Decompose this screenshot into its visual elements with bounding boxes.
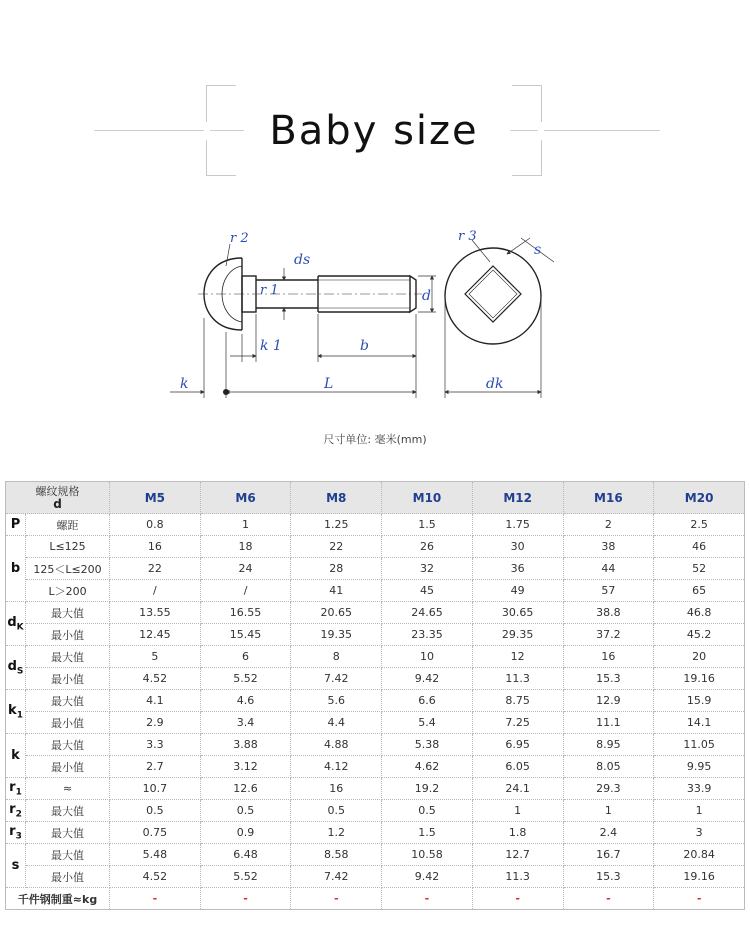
table-cell: 0.5 <box>382 800 473 822</box>
table-cell: 1 <box>654 800 745 822</box>
label-k: k <box>180 376 189 392</box>
table-cell: 30 <box>472 536 563 558</box>
table-cell: 4.12 <box>291 756 382 778</box>
table-cell: 1 <box>472 800 563 822</box>
row-label: L＞200 <box>26 580 110 602</box>
row-label: 最大值 <box>26 602 110 624</box>
reference-point <box>223 389 229 395</box>
row-label: 最大值 <box>26 822 110 844</box>
table-cell: 22 <box>110 558 201 580</box>
row-label: 螺距 <box>26 514 110 536</box>
table-cell: 1 <box>563 800 654 822</box>
table-cell: 12.6 <box>200 778 291 800</box>
table-row <box>6 602 745 624</box>
row-label: 125＜L≤200 <box>26 558 110 580</box>
table-row <box>6 800 745 822</box>
table-cell: 16.7 <box>563 844 654 866</box>
row-symbol <box>6 646 26 690</box>
table-cell: 8.58 <box>291 844 382 866</box>
table-cell: 4.1 <box>110 690 201 712</box>
table-cell: 19.16 <box>654 668 745 690</box>
table-cell: 65 <box>654 580 745 602</box>
table-cell: 20 <box>654 646 745 668</box>
table-cell: 2.9 <box>110 712 201 734</box>
table-cell: 14.1 <box>654 712 745 734</box>
weight-cell: - <box>563 888 654 910</box>
table-cell: 4.4 <box>291 712 382 734</box>
row-symbol-letter: b <box>10 561 21 576</box>
table-cell: 15.45 <box>200 624 291 646</box>
table-cell: 8.95 <box>563 734 654 756</box>
table-cell: 24.1 <box>472 778 563 800</box>
table-cell: 45 <box>382 580 473 602</box>
row-symbol <box>6 602 26 646</box>
row-label: 最小值 <box>26 756 110 778</box>
table-cell: 1 <box>200 514 291 536</box>
table-cell: 16 <box>563 646 654 668</box>
spec-table-body <box>6 514 745 910</box>
column-header: M5 <box>110 482 201 514</box>
table-cell: 1.75 <box>472 514 563 536</box>
table-cell: 19.2 <box>382 778 473 800</box>
row-symbol <box>6 844 26 888</box>
table-cell: 7.42 <box>291 866 382 888</box>
table-cell: 15.3 <box>563 866 654 888</box>
row-symbol-letter: r <box>9 801 16 817</box>
corner-symbol: d <box>53 496 62 511</box>
table-row <box>6 756 745 778</box>
row-symbol-letter: k <box>11 748 20 763</box>
column-header: M8 <box>291 482 382 514</box>
table-cell: 11.3 <box>472 866 563 888</box>
table-cell: 3 <box>654 822 745 844</box>
table-cell: 5.38 <box>382 734 473 756</box>
table-cell: 12 <box>472 646 563 668</box>
table-cell: 3.88 <box>200 734 291 756</box>
label-dk: dk <box>486 376 504 392</box>
table-cell: / <box>110 580 201 602</box>
row-symbol-letter: k <box>8 702 17 718</box>
table-cell: 7.42 <box>291 668 382 690</box>
table-cell: 36 <box>472 558 563 580</box>
table-cell: 12.9 <box>563 690 654 712</box>
table-cell: 29.35 <box>472 624 563 646</box>
label-d: d <box>422 288 431 304</box>
label-ds: ds <box>294 252 311 268</box>
table-cell: 3.12 <box>200 756 291 778</box>
table-row <box>6 558 745 580</box>
table-row <box>6 580 745 602</box>
table-cell: 16 <box>291 778 382 800</box>
carriage-bolt-drawing <box>160 222 560 402</box>
table-cell: 44 <box>563 558 654 580</box>
table-cell: 19.35 <box>291 624 382 646</box>
table-cell: 1.5 <box>382 514 473 536</box>
table-cell: 15.3 <box>563 668 654 690</box>
table-cell: 0.9 <box>200 822 291 844</box>
table-cell: 4.6 <box>200 690 291 712</box>
label-L: L <box>324 376 334 392</box>
table-row <box>6 866 745 888</box>
weight-cell: - <box>291 888 382 910</box>
label-r1: r 1 <box>260 283 279 298</box>
row-symbol-letter: r <box>9 779 16 795</box>
table-cell: 37.2 <box>563 624 654 646</box>
table-cell: 0.5 <box>291 800 382 822</box>
table-cell: 24.65 <box>382 602 473 624</box>
table-row <box>6 646 745 668</box>
column-header: M10 <box>382 482 473 514</box>
row-label: 最小值 <box>26 668 110 690</box>
table-cell: 20.84 <box>654 844 745 866</box>
table-cell: 10.58 <box>382 844 473 866</box>
row-label: 最大值 <box>26 734 110 756</box>
row-label: 最小值 <box>26 866 110 888</box>
row-symbol-subscript: 1 <box>15 787 22 798</box>
table-cell: 46 <box>654 536 745 558</box>
table-cell: 4.52 <box>110 668 201 690</box>
row-symbol <box>6 800 26 822</box>
table-cell: 0.75 <box>110 822 201 844</box>
row-label: 最大值 <box>26 844 110 866</box>
row-label: L≤125 <box>26 536 110 558</box>
table-cell: 8 <box>291 646 382 668</box>
column-header: M20 <box>654 482 745 514</box>
row-symbol-letter: r <box>9 823 16 839</box>
table-cell: 3.3 <box>110 734 201 756</box>
table-cell: 12.7 <box>472 844 563 866</box>
table-cell: 18 <box>200 536 291 558</box>
row-symbol-subscript: 2 <box>15 809 22 820</box>
table-cell: 32 <box>382 558 473 580</box>
table-cell: 10 <box>382 646 473 668</box>
label-b: b <box>360 338 369 354</box>
row-label: 最大值 <box>26 690 110 712</box>
row-symbol-letter: s <box>11 858 20 873</box>
table-cell: 7.25 <box>472 712 563 734</box>
table-cell: 6 <box>200 646 291 668</box>
weight-cell: - <box>472 888 563 910</box>
column-header: M12 <box>472 482 563 514</box>
table-row <box>6 712 745 734</box>
label-s: s <box>534 242 542 258</box>
table-row <box>6 690 745 712</box>
table-cell: / <box>200 580 291 602</box>
table-row-weight <box>6 888 745 910</box>
table-cell: 6.6 <box>382 690 473 712</box>
row-symbol-subscript: 3 <box>15 831 22 842</box>
label-r3: r 3 <box>458 229 477 244</box>
table-cell: 11.1 <box>563 712 654 734</box>
row-symbol-letter: d <box>7 658 17 674</box>
table-cell: 9.42 <box>382 866 473 888</box>
table-cell: 12.45 <box>110 624 201 646</box>
row-symbol-letter: d <box>7 614 17 630</box>
table-cell: 57 <box>563 580 654 602</box>
table-cell: 22 <box>291 536 382 558</box>
table-cell: 45.2 <box>654 624 745 646</box>
spec-table <box>5 481 745 910</box>
table-cell: 9.42 <box>382 668 473 690</box>
row-label: 最小值 <box>26 624 110 646</box>
column-header: M6 <box>200 482 291 514</box>
corner-label: 螺纹规格 <box>35 484 80 498</box>
table-cell: 8.05 <box>563 756 654 778</box>
column-header: M16 <box>563 482 654 514</box>
table-cell: 16.55 <box>200 602 291 624</box>
table-cell: 11.3 <box>472 668 563 690</box>
row-symbol <box>6 778 26 800</box>
table-cell: 29.3 <box>563 778 654 800</box>
weight-cell: - <box>382 888 473 910</box>
table-cell: 20.65 <box>291 602 382 624</box>
row-symbol <box>6 690 26 734</box>
table-cell: 15.9 <box>654 690 745 712</box>
label-r2: r 2 <box>230 231 249 246</box>
row-symbol <box>6 822 26 844</box>
table-cell: 30.65 <box>472 602 563 624</box>
table-row <box>6 844 745 866</box>
row-symbol-letter: P <box>10 517 21 532</box>
table-cell: 52 <box>654 558 745 580</box>
table-cell: 1.5 <box>382 822 473 844</box>
table-row <box>6 536 745 558</box>
row-symbol <box>6 734 26 778</box>
page-title: Baby size <box>269 108 479 154</box>
table-cell: 5.52 <box>200 668 291 690</box>
table-cell: 2 <box>563 514 654 536</box>
weight-label: 千件钢制重≈kg <box>6 888 110 910</box>
table-cell: 5 <box>110 646 201 668</box>
table-cell: 38 <box>563 536 654 558</box>
table-cell: 4.88 <box>291 734 382 756</box>
table-cell: 4.62 <box>382 756 473 778</box>
table-cell: 26 <box>382 536 473 558</box>
table-cell: 49 <box>472 580 563 602</box>
table-row <box>6 514 745 536</box>
table-cell: 5.4 <box>382 712 473 734</box>
row-label: ≈ <box>26 778 110 800</box>
table-cell: 5.6 <box>291 690 382 712</box>
table-cell: 0.5 <box>200 800 291 822</box>
table-header-row <box>6 482 745 514</box>
table-row <box>6 668 745 690</box>
row-label: 最小值 <box>26 712 110 734</box>
table-cell: 3.4 <box>200 712 291 734</box>
table-cell: 9.95 <box>654 756 745 778</box>
table-row <box>6 822 745 844</box>
table-cell: 2.4 <box>563 822 654 844</box>
table-cell: 19.16 <box>654 866 745 888</box>
row-symbol-subscript: S <box>16 666 24 677</box>
table-cell: 11.05 <box>654 734 745 756</box>
table-cell: 4.52 <box>110 866 201 888</box>
table-row <box>6 624 745 646</box>
table-cell: 2.7 <box>110 756 201 778</box>
table-cell: 6.48 <box>200 844 291 866</box>
table-cell: 6.95 <box>472 734 563 756</box>
row-symbol-subscript: K <box>16 622 24 633</box>
weight-cell: - <box>654 888 745 910</box>
table-cell: 28 <box>291 558 382 580</box>
table-cell: 8.75 <box>472 690 563 712</box>
table-cell: 5.52 <box>200 866 291 888</box>
units-note: 尺寸单位: 毫米(mm) <box>323 433 427 446</box>
table-cell: 0.8 <box>110 514 201 536</box>
weight-cell: - <box>200 888 291 910</box>
table-cell: 1.8 <box>472 822 563 844</box>
bolt-end-view <box>445 248 541 344</box>
row-label: 最大值 <box>26 646 110 668</box>
label-k1: k 1 <box>260 338 282 354</box>
row-symbol <box>6 514 26 536</box>
corner-cell <box>6 482 110 514</box>
table-cell: 2.5 <box>654 514 745 536</box>
row-symbol <box>6 536 26 602</box>
table-cell: 41 <box>291 580 382 602</box>
table-cell: 46.8 <box>654 602 745 624</box>
table-cell: 23.35 <box>382 624 473 646</box>
table-cell: 38.8 <box>563 602 654 624</box>
table-row <box>6 734 745 756</box>
table-cell: 6.05 <box>472 756 563 778</box>
table-cell: 0.5 <box>110 800 201 822</box>
table-cell: 24 <box>200 558 291 580</box>
table-cell: 5.48 <box>110 844 201 866</box>
table-cell: 1.2 <box>291 822 382 844</box>
table-cell: 33.9 <box>654 778 745 800</box>
table-cell: 1.25 <box>291 514 382 536</box>
table-row <box>6 778 745 800</box>
row-symbol-subscript: 1 <box>16 710 23 721</box>
table-cell: 10.7 <box>110 778 201 800</box>
weight-cell: - <box>110 888 201 910</box>
table-cell: 16 <box>110 536 201 558</box>
table-cell: 13.55 <box>110 602 201 624</box>
row-label: 最大值 <box>26 800 110 822</box>
